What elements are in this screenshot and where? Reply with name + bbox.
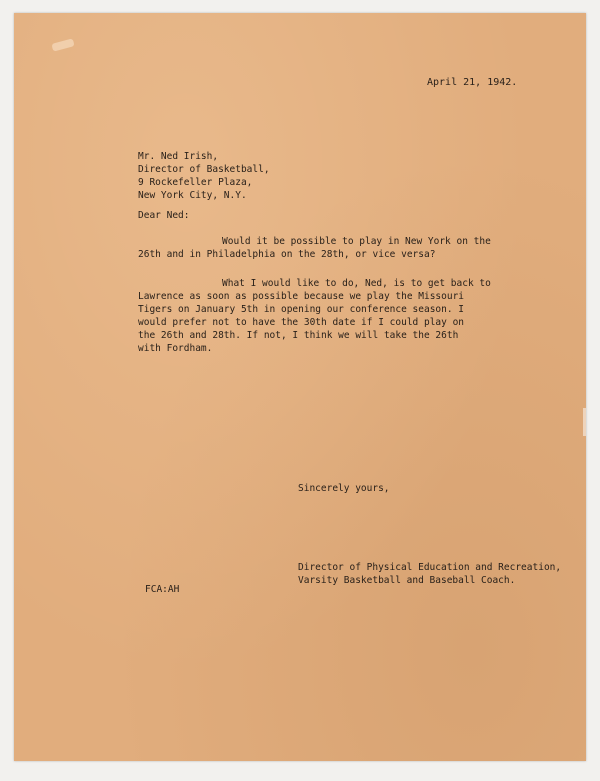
paragraph-line: with Fordham. <box>138 343 213 354</box>
paper-blemish <box>51 38 74 51</box>
letter-page <box>14 13 586 761</box>
recipient-line: Mr. Ned Irish, <box>138 151 219 162</box>
paragraph-line: Would it be possible to play in New York on the <box>222 236 491 247</box>
paragraph-line: What I would like to do, Ned, is to get back to <box>222 278 491 289</box>
recipient-line: Director of Basketball, <box>138 164 270 175</box>
signature-title <box>298 561 561 587</box>
paragraph-line: Lawrence as soon as possible because we play the Missouri <box>138 291 465 302</box>
paragraph-line: Tigers on January 5th in opening our conference season. I <box>138 304 465 315</box>
recipient-line: 9 Rockefeller Plaza, <box>138 177 253 188</box>
paragraph-2 <box>138 277 491 355</box>
paragraph-line: 26th and in Philadelphia on the 28th, or vice versa? <box>138 249 436 260</box>
paragraph-line: the 26th and 28th. If not, I think we will take the 26th <box>138 330 459 341</box>
signature-title-line: Varsity Basketball and Baseball Coach. <box>298 575 516 586</box>
closing: Sincerely yours, <box>298 483 390 494</box>
paper-edge-mark <box>583 408 586 436</box>
signature-title-line: Director of Physical Education and Recreation, <box>298 562 562 573</box>
typist-initials: FCA:AH <box>145 584 180 595</box>
salutation: Dear Ned: <box>138 210 190 221</box>
recipient-address <box>138 150 270 202</box>
paragraph-line: would prefer not to have the 30th date if I could play on <box>138 317 465 328</box>
paragraph-1 <box>138 235 491 261</box>
letter-date: April 21, 1942. <box>427 77 518 88</box>
recipient-line: New York City, N.Y. <box>138 190 247 201</box>
